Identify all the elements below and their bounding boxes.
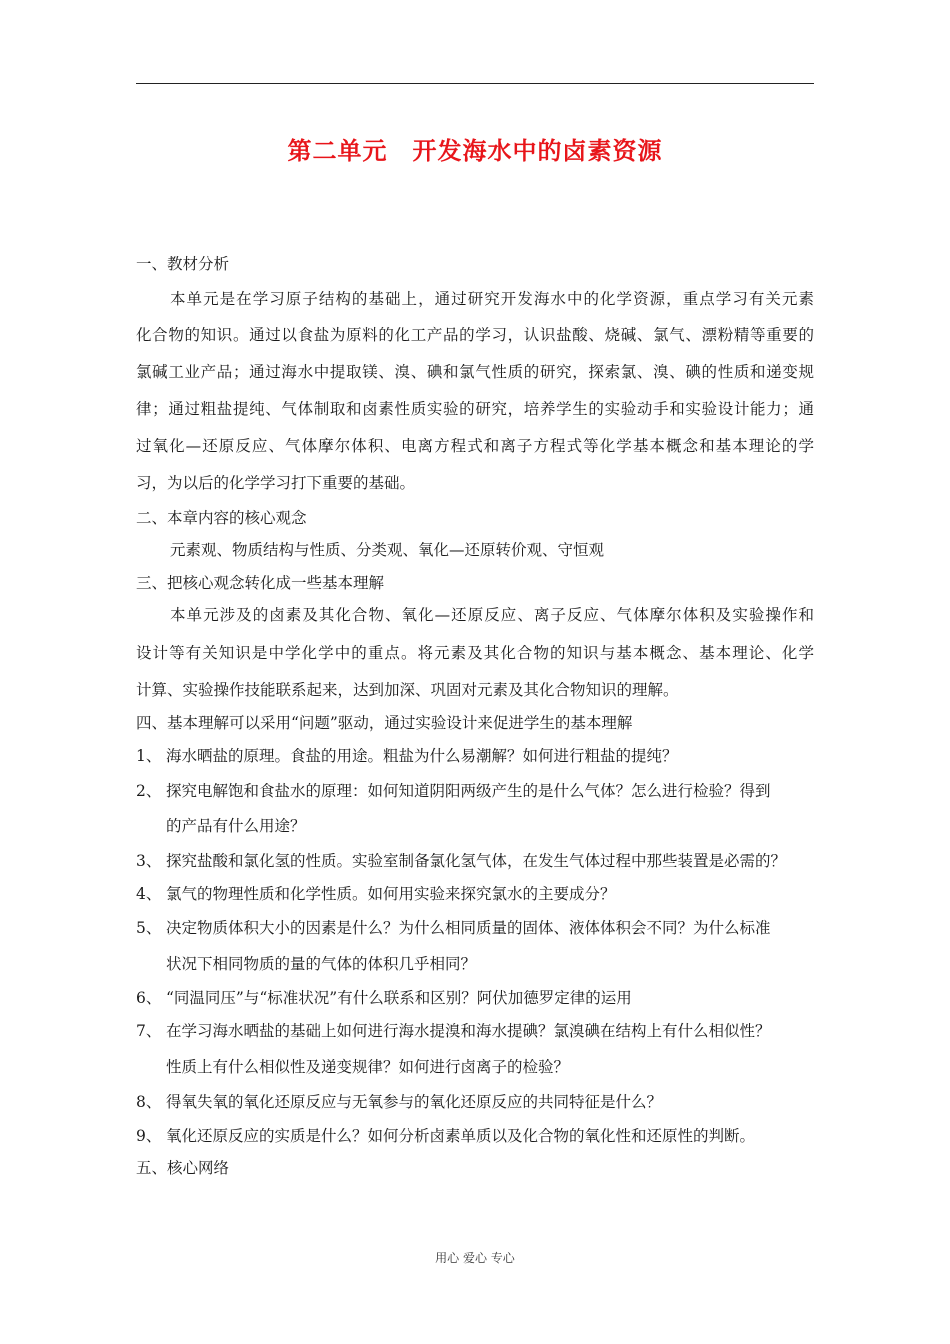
question-text: 探究电解饱和食盐水的原理：如何知道阴阳两级产生的是什么气体？怎么进行检验？得到 xyxy=(166,782,771,800)
question-text: 探究盐酸和氯化氢的性质。实验室制备氯化氢气体，在发生气体过程中那些装置是必需的？ xyxy=(166,852,787,870)
question-continuation: 性质上有什么相似性及递变规律？如何进行卤离子的检验？ xyxy=(166,1058,570,1076)
question-item xyxy=(136,1126,755,1146)
paragraph-line: 本单元是在学习原子结构的基础上，通过研究开发海水中的化学资源，重点学习有关元素 xyxy=(170,290,814,308)
question-item xyxy=(136,781,771,801)
paragraph-line: 设计等有关知识是中学化学中的重点。将元素及其化合物的知识与基本概念、基本理论、化学 xyxy=(136,644,814,662)
question-text: 氧化还原反应的实质是什么？如何分析卤素单质以及化合物的氧化性和还原性的判断。 xyxy=(166,1127,756,1145)
question-text: 在学习海水晒盐的基础上如何进行海水提溴和海水提碘？氯溴碘在结构上有什么相似性？ xyxy=(166,1022,771,1040)
paragraph-line: 本单元涉及的卤素及其化合物、氧化—还原反应、离子反应、气体摩尔体积及实验操作和 xyxy=(170,606,814,624)
question-number: 1、 xyxy=(136,747,162,765)
question-text: 海水晒盐的原理。食盐的用途。粗盐为什么易潮解？如何进行粗盐的提纯？ xyxy=(166,747,678,765)
question-item xyxy=(136,988,632,1008)
section-heading-core-network: 五、核心网络 xyxy=(136,1159,230,1177)
paragraph-line: 习，为以后的化学学习打下重要的基础。 xyxy=(136,474,416,492)
question-item xyxy=(136,1021,771,1041)
question-number: 8、 xyxy=(136,1093,162,1111)
header-rule xyxy=(136,83,814,84)
question-item xyxy=(136,918,771,938)
page-footer: 用心 爱心 专心 xyxy=(435,1251,515,1265)
question-number: 4、 xyxy=(136,885,162,903)
question-text: 决定物质体积大小的因素是什么？为什么相同质量的固体、液体体积会不同？为什么标准 xyxy=(166,919,771,937)
question-item xyxy=(136,884,616,904)
section-heading-questions: 四、基本理解可以采用“问题”驱动，通过实验设计来促进学生的基本理解 xyxy=(136,714,633,732)
section-heading-analysis: 一、教材分析 xyxy=(136,255,230,273)
paragraph-line: 氯碱工业产品；通过海水中提取镁、溴、碘和氯气性质的研究，探索氯、溴、碘的性质和递变规 xyxy=(136,363,814,381)
section-heading-core-concepts: 二、本章内容的核心观念 xyxy=(136,509,307,527)
question-number: 6、 xyxy=(136,989,162,1007)
question-item xyxy=(136,1092,662,1112)
question-text: 得氧失氧的氧化还原反应与无氧参与的氧化还原反应的共同特征是什么？ xyxy=(166,1093,663,1111)
question-item xyxy=(136,851,786,871)
question-continuation: 状况下相同物质的量的气体的体积几乎相同？ xyxy=(166,955,477,973)
question-number: 3、 xyxy=(136,852,162,870)
paragraph-line: 元素观、物质结构与性质、分类观、氧化—还原转价观、守恒观 xyxy=(170,541,605,559)
section-heading-basic-understanding: 三、把核心观念转化成一些基本理解 xyxy=(136,574,385,592)
paragraph-line: 计算、实验操作技能联系起来，达到加深、巩固对元素及其化合物知识的理解。 xyxy=(136,681,679,699)
question-continuation: 的产品有什么用途？ xyxy=(166,817,306,835)
document-title: 第二单元 开发海水中的卤素资源 xyxy=(287,137,663,165)
question-number: 9、 xyxy=(136,1127,162,1145)
question-text: 氯气的物理性质和化学性质。如何用实验来探究氯水的主要成分？ xyxy=(166,885,616,903)
question-number: 2、 xyxy=(136,782,162,800)
paragraph-line: 过氧化—还原反应、气体摩尔体积、电离方程式和离子方程式等化学基本概念和基本理论的学 xyxy=(136,437,814,455)
question-text: “同温同压”与“标准状况”有什么联系和区别？阿伏加德罗定律的运用 xyxy=(166,989,632,1007)
question-item xyxy=(136,746,678,766)
paragraph-line: 化合物的知识。通过以食盐为原料的化工产品的学习，认识盐酸、烧碱、氯气、漂粉精等重要的 xyxy=(136,326,814,344)
paragraph-line: 律；通过粗盐提纯、气体制取和卤素性质实验的研究，培养学生的实验动手和实验设计能力；通 xyxy=(136,400,814,418)
question-number: 5、 xyxy=(136,919,162,937)
question-number: 7、 xyxy=(136,1022,162,1040)
